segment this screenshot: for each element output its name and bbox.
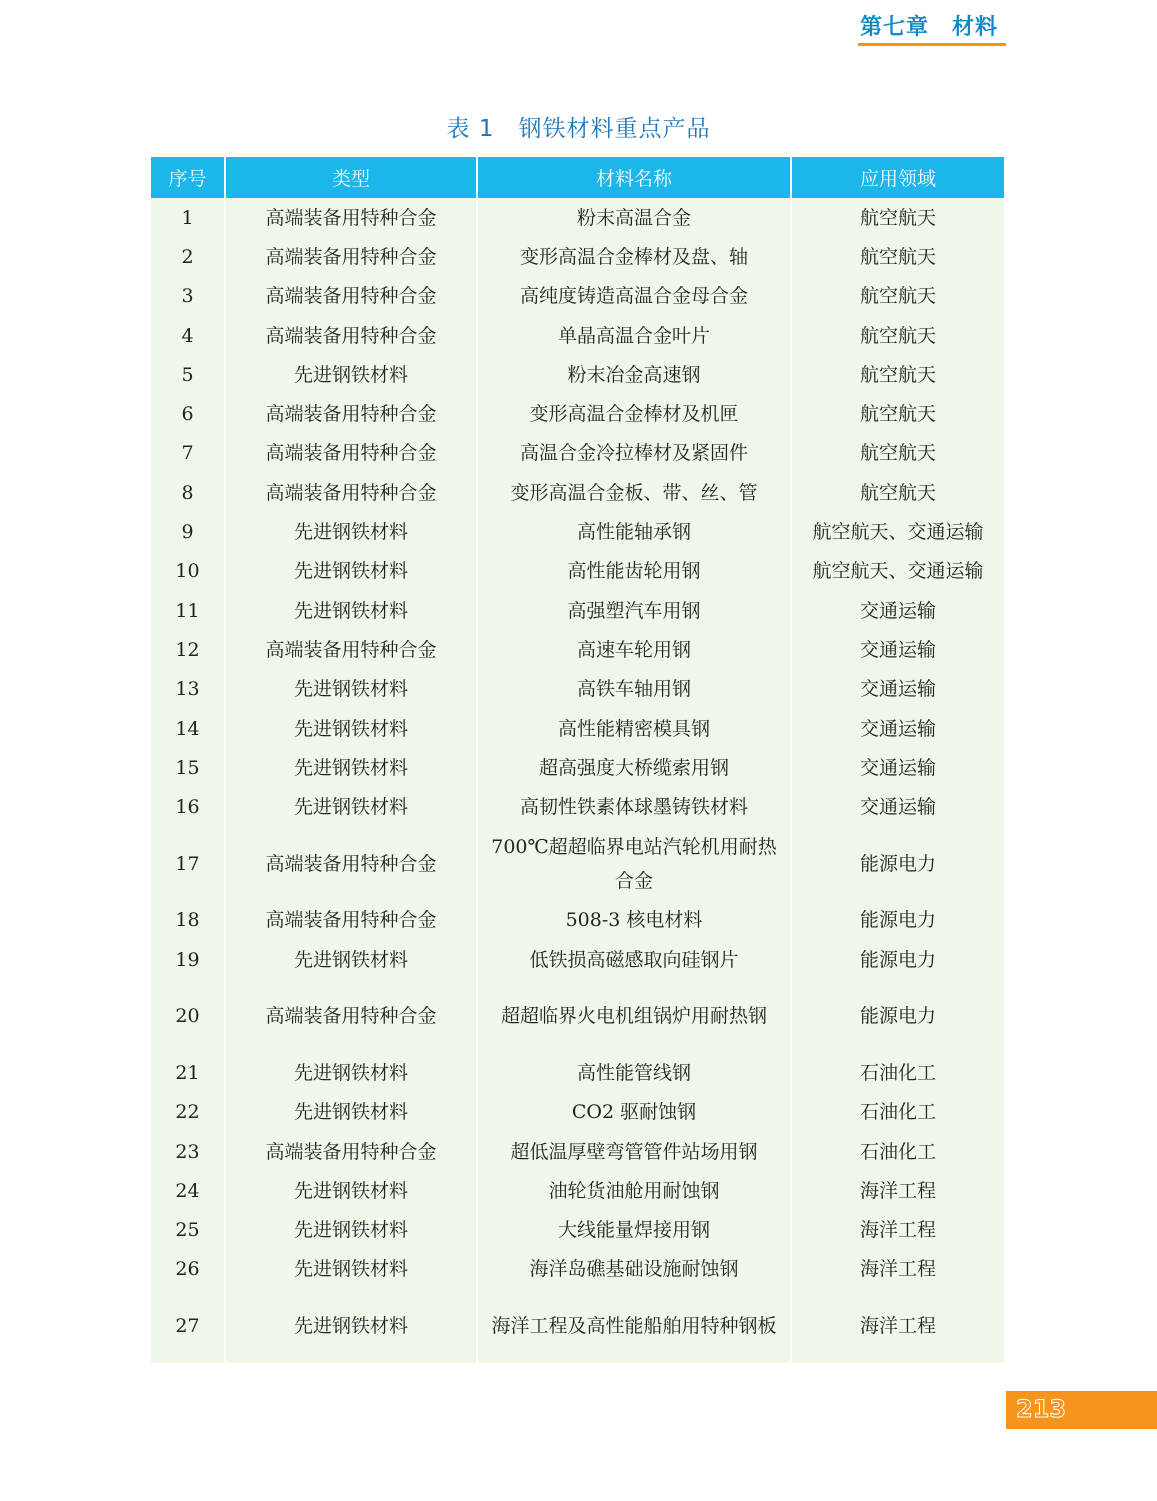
table-row — [151, 198, 1004, 237]
page-number: 213 — [1016, 1395, 1067, 1423]
cell-number: 17 — [175, 852, 200, 875]
column-header-no: 序号 — [151, 157, 225, 198]
cell-material-name: CO2 驱耐蚀钢 — [477, 1093, 791, 1132]
cell-number: 24 — [175, 1179, 200, 1202]
cell-number: 18 — [175, 909, 200, 932]
cell-type: 高端装备用特种合金 — [225, 434, 477, 473]
cell-material-name: 高韧性铁素体球墨铸铁材料 — [477, 787, 791, 826]
cell-material-name: 高性能精密模具钢 — [477, 709, 791, 748]
cell-type: 先进钢铁材料 — [225, 670, 477, 709]
table-row — [151, 394, 1004, 433]
cell-number: 23 — [175, 1140, 200, 1163]
table-row — [151, 630, 1004, 669]
cell-application-field: 交通运输 — [791, 591, 1004, 630]
cell-number: 22 — [175, 1101, 200, 1124]
cell-material-name: 700℃超超临界电站汽轮机用耐热合金 — [477, 827, 791, 901]
cell-material-name: 高性能轴承钢 — [477, 512, 791, 551]
cell-material-name: 超低温厚壁弯管管件站场用钢 — [477, 1132, 791, 1171]
cell-application-field: 能源电力 — [791, 827, 1004, 901]
table-caption: 表 1 钢铁材料重点产品 — [446, 116, 711, 142]
cell-material-name: 油轮货油舱用耐蚀钢 — [477, 1171, 791, 1210]
cell-application-field: 航空航天 — [791, 237, 1004, 276]
cell-type: 先进钢铁材料 — [225, 591, 477, 630]
table-row — [151, 1211, 1004, 1250]
cell-application-field: 石油化工 — [791, 1093, 1004, 1132]
table-body — [151, 198, 1004, 1363]
cell-type: 先进钢铁材料 — [225, 748, 477, 787]
cell-type: 先进钢铁材料 — [225, 709, 477, 748]
cell-number: 16 — [175, 796, 200, 819]
table-row — [151, 512, 1004, 551]
cell-application-field: 交通运输 — [791, 748, 1004, 787]
table-row — [151, 552, 1004, 591]
table-row — [151, 1053, 1004, 1092]
cell-application-field: 交通运输 — [791, 709, 1004, 748]
cell-number: 3 — [181, 285, 194, 308]
table-row — [151, 787, 1004, 826]
table-row — [151, 1171, 1004, 1210]
cell-material-name: 超高强度大桥缆索用钢 — [477, 748, 791, 787]
table-row — [151, 940, 1004, 979]
cell-type: 高端装备用特种合金 — [225, 901, 477, 940]
table-header-row — [151, 157, 1004, 198]
cell-application-field: 交通运输 — [791, 670, 1004, 709]
cell-material-name: 变形高温合金棒材及盘、轴 — [477, 237, 791, 276]
cell-number: 9 — [181, 521, 194, 544]
cell-type: 先进钢铁材料 — [225, 1053, 477, 1092]
cell-application-field: 航空航天 — [791, 473, 1004, 512]
table-row — [151, 827, 1004, 901]
cell-material-name: 变形高温合金棒材及机匣 — [477, 394, 791, 433]
cell-number: 25 — [175, 1219, 200, 1242]
cell-material-name: 高温合金冷拉棒材及紧固件 — [477, 434, 791, 473]
cell-type: 高端装备用特种合金 — [225, 316, 477, 355]
cell-material-name: 高纯度铸造高温合金母合金 — [477, 277, 791, 316]
table-row — [151, 1250, 1004, 1289]
cell-application-field: 交通运输 — [791, 787, 1004, 826]
cell-material-name: 海洋岛礁基础设施耐蚀钢 — [477, 1250, 791, 1289]
cell-material-name: 高性能管线钢 — [477, 1053, 791, 1092]
cell-number: 19 — [175, 948, 200, 971]
cell-number: 12 — [175, 638, 200, 661]
column-header-field: 应用领域 — [791, 157, 1004, 198]
table-row — [151, 748, 1004, 787]
cell-type: 高端装备用特种合金 — [225, 630, 477, 669]
cell-material-name: 高铁车轴用钢 — [477, 670, 791, 709]
cell-application-field: 能源电力 — [791, 901, 1004, 940]
cell-material-name: 粉末冶金高速钢 — [477, 355, 791, 394]
cell-number: 5 — [181, 363, 194, 386]
cell-number: 2 — [181, 245, 194, 268]
cell-type: 先进钢铁材料 — [225, 1211, 477, 1250]
cell-material-name: 变形高温合金板、带、丝、管 — [477, 473, 791, 512]
chapter-title: 第七章 材料 — [860, 15, 999, 40]
cell-application-field: 航空航天 — [791, 198, 1004, 237]
cell-application-field: 能源电力 — [791, 940, 1004, 979]
cell-type: 高端装备用特种合金 — [225, 198, 477, 237]
table-row — [151, 670, 1004, 709]
cell-application-field: 海洋工程 — [791, 1250, 1004, 1289]
cell-application-field: 航空航天、交通运输 — [791, 552, 1004, 591]
cell-number: 11 — [175, 599, 200, 622]
table-row — [151, 1093, 1004, 1132]
cell-material-name: 508-3 核电材料 — [477, 901, 791, 940]
cell-application-field: 石油化工 — [791, 1132, 1004, 1171]
cell-type: 先进钢铁材料 — [225, 787, 477, 826]
cell-material-name: 高性能齿轮用钢 — [477, 552, 791, 591]
table-row — [151, 434, 1004, 473]
cell-number: 13 — [175, 678, 200, 701]
table-row — [151, 901, 1004, 940]
cell-type: 高端装备用特种合金 — [225, 827, 477, 901]
cell-application-field: 海洋工程 — [791, 1211, 1004, 1250]
cell-type: 先进钢铁材料 — [225, 552, 477, 591]
cell-type: 先进钢铁材料 — [225, 512, 477, 551]
materials-table — [151, 157, 1004, 1363]
table-row — [151, 1132, 1004, 1171]
cell-application-field: 航空航天 — [791, 277, 1004, 316]
cell-application-field: 石油化工 — [791, 1053, 1004, 1092]
cell-number: 27 — [175, 1315, 200, 1338]
cell-material-name: 低铁损高磁感取向硅钢片 — [477, 940, 791, 979]
cell-type: 高端装备用特种合金 — [225, 394, 477, 433]
cell-type: 高端装备用特种合金 — [225, 1132, 477, 1171]
table-row — [151, 355, 1004, 394]
table-row — [151, 277, 1004, 316]
cell-application-field: 航空航天 — [791, 394, 1004, 433]
cell-application-field: 交通运输 — [791, 630, 1004, 669]
cell-material-name: 高强塑汽车用钢 — [477, 591, 791, 630]
cell-type: 先进钢铁材料 — [225, 1093, 477, 1132]
table-row — [151, 237, 1004, 276]
cell-application-field: 海洋工程 — [791, 1289, 1004, 1363]
cell-number: 4 — [181, 324, 194, 347]
cell-type: 高端装备用特种合金 — [225, 473, 477, 512]
page-number-badge — [1006, 1391, 1157, 1429]
cell-application-field: 海洋工程 — [791, 1171, 1004, 1210]
cell-application-field: 航空航天、交通运输 — [791, 512, 1004, 551]
table-row — [151, 709, 1004, 748]
table-row — [151, 1289, 1004, 1363]
cell-number: 6 — [181, 403, 194, 426]
header-underline — [858, 43, 1006, 46]
cell-type: 高端装备用特种合金 — [225, 979, 477, 1053]
cell-type: 先进钢铁材料 — [225, 940, 477, 979]
cell-material-name: 大线能量焊接用钢 — [477, 1211, 791, 1250]
cell-material-name: 超超临界火电机组锅炉用耐热钢 — [477, 979, 791, 1053]
table-row — [151, 316, 1004, 355]
cell-type: 先进钢铁材料 — [225, 355, 477, 394]
cell-number: 21 — [175, 1061, 200, 1084]
cell-application-field: 航空航天 — [791, 434, 1004, 473]
column-header-name: 材料名称 — [477, 157, 791, 198]
cell-material-name: 高速车轮用钢 — [477, 630, 791, 669]
table-row — [151, 591, 1004, 630]
cell-number: 14 — [175, 717, 200, 740]
table-row — [151, 979, 1004, 1053]
cell-application-field: 航空航天 — [791, 355, 1004, 394]
cell-number: 1 — [181, 206, 194, 229]
cell-number: 26 — [175, 1258, 200, 1281]
cell-type: 高端装备用特种合金 — [225, 237, 477, 276]
cell-application-field: 能源电力 — [791, 979, 1004, 1053]
cell-number: 7 — [181, 442, 194, 465]
cell-type: 先进钢铁材料 — [225, 1171, 477, 1210]
cell-material-name: 海洋工程及高性能船舶用特种钢板 — [477, 1289, 791, 1363]
cell-material-name: 粉末高温合金 — [477, 198, 791, 237]
cell-type: 高端装备用特种合金 — [225, 277, 477, 316]
cell-type: 先进钢铁材料 — [225, 1289, 477, 1363]
cell-number: 8 — [181, 481, 194, 504]
cell-type: 先进钢铁材料 — [225, 1250, 477, 1289]
cell-application-field: 航空航天 — [791, 316, 1004, 355]
cell-number: 20 — [175, 1005, 200, 1028]
cell-number: 15 — [175, 756, 200, 779]
table-row — [151, 473, 1004, 512]
cell-material-name: 单晶高温合金叶片 — [477, 316, 791, 355]
column-header-type: 类型 — [225, 157, 477, 198]
cell-number: 10 — [175, 560, 200, 583]
